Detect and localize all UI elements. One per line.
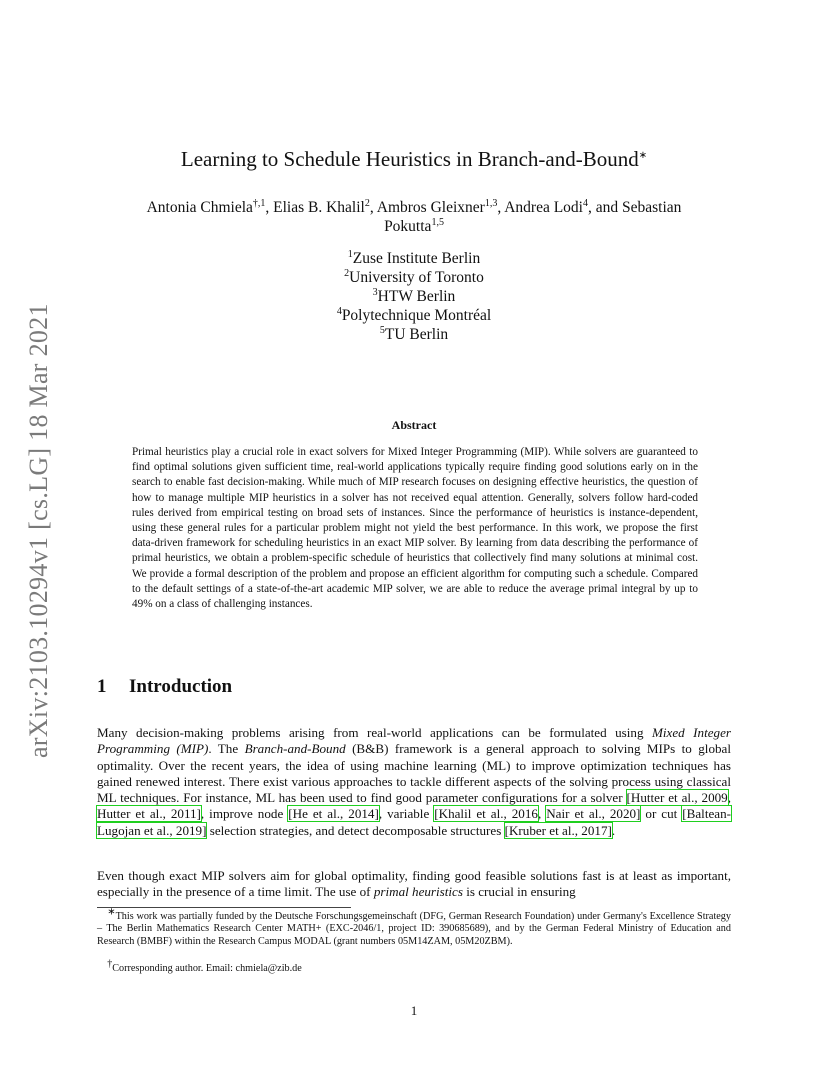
body-text: , variable: [378, 806, 435, 822]
author-name: Antonia Chmiela: [146, 199, 253, 216]
author-name: Ambros Gleixner: [376, 199, 485, 216]
section-number: 1: [97, 676, 107, 697]
footnote-text: This work was partially funded by the Deutsche Forschungsgemeinschaft (DFG, German Research Foundation) under Germany's Excellence Strategy – The Berlin Mathematics Research Center MATH+ (EXC-2046/1, project ID: 390685689), and by the German Federal Ministry of Education and Research (BMBF) within the Research Campus MODAL (grant numbers 05M14ZAM, 05M20ZBM).: [97, 911, 731, 947]
affiliation-mark: 4: [336, 305, 342, 317]
emphasis-text: primal heuristics: [373, 884, 463, 900]
abstract-heading: Abstract: [391, 418, 437, 432]
title-footnote-mark: ∗: [638, 150, 648, 161]
affiliation: [100, 306, 728, 325]
body-text: (B&B) framework is a general approach to solving MIPs to global optimality. Over the recent years, the idea of using machine learning (ML) to improve optimization techniques has gained renewed interest. There exist various approaches to tackle different aspects of the solving process using classical ML techniques. For instance, ML has been used to find good parameter configurations for a solver: [97, 741, 731, 806]
author-affiliation-mark: 4: [582, 197, 588, 209]
abstract-text: Primal heuristics play a crucial role in exact solvers for Mixed Integer Programming (MIP). While solvers are guaranteed to find optimal solutions given sufficient time, real-world applications typically require finding good solutions early on in the search to enable fast decision-making. While much of MIP research focuses on designing effective heuristics, the question of how to manage multiple MIP heuristics in a solver has not received equal attention. Generally, solvers follow hard-coded rules derived from empirical testing on broad sets of instances. Since the performance of heuristics is instance-dependent, using these general rules for a particular problem might not yield the best performance. In this work, we propose the first data-driven framework for scheduling heuristics in an exact MIP solver. By learning from data describing the performance of primal heuristics, we obtain a problem-specific schedule of heuristics that collectively find many solutions at minimal cost. We provide a formal description of the problem and propose an efficient algorithm for computing such a schedule. Compared to the default settings of a state-of-the-art academic MIP solver, we are able to reduce the average primal integral by up to 49% on a class of challenging instances.: [132, 446, 698, 611]
affiliation-name: Polytechnique Montréal: [341, 307, 492, 324]
affiliation-name: TU Berlin: [384, 326, 449, 343]
affiliation: [100, 287, 728, 306]
emphasis-text: Branch-and-Bound: [244, 741, 346, 757]
body-text: ,: [537, 806, 547, 822]
citation-link[interactable]: [Hutter et al., 2009: [626, 790, 728, 806]
body-text: is crucial in ensuring: [462, 884, 576, 900]
intro-paragraph-2: [97, 868, 731, 901]
author-name: Elias B. Khalil: [273, 199, 365, 216]
body-text: selection strategies, and detect decomposable structures: [206, 822, 505, 838]
body-text: .: [611, 822, 616, 838]
affiliation-name: HTW Berlin: [377, 288, 456, 305]
author-affiliation-mark: 1,5: [431, 216, 444, 228]
citation-link[interactable]: Nair et al., 2020]: [546, 806, 641, 822]
affiliation-name: University of Toronto: [349, 269, 484, 286]
citation-link[interactable]: [Kruber et al., 2017]: [504, 822, 612, 838]
affiliation-mark: 3: [372, 286, 378, 298]
affiliation-list: [100, 249, 728, 344]
body-text: ,: [727, 790, 732, 806]
body-text: or cut: [640, 806, 683, 822]
paper-title: [110, 147, 718, 172]
author-list: [100, 198, 728, 236]
affiliation-name: Zuse Institute Berlin: [352, 250, 481, 267]
author-line-1: Antonia Chmiela$^{\dagger,1}$, Elias B. Khalil$^2$, Ambros Gleixner$^{1,3}$, Andrea Lodi$^4$, and Sebastian: [146, 197, 682, 216]
intro-paragraph-1: [97, 725, 731, 839]
author-affiliation-mark: 2: [364, 197, 370, 209]
body-text: Even though exact MIP solvers aim for global optimality, finding good feasible solutions fast is at least as important, especially in the presence of a time limit. The use of: [97, 868, 731, 900]
citation-link[interactable]: [Khalil et al., 2016: [434, 806, 538, 822]
emphasis-text: Mixed Integer Programming (MIP): [97, 725, 731, 757]
author-name: Pokutta: [384, 218, 432, 235]
body-text: . The: [208, 741, 245, 757]
author-name: Andrea Lodi: [504, 199, 583, 216]
arxiv-identifier: arXiv:2103.10294v1 [cs.LG] 18 Mar 2021: [24, 303, 53, 758]
section-title: Introduction: [129, 676, 233, 697]
footnote: [97, 906, 731, 948]
body-text: , improve node: [200, 806, 289, 822]
citation-link[interactable]: [Baltean-Lugojan et al., 2019]: [97, 806, 731, 838]
affiliation: [100, 325, 728, 344]
affiliation-mark: 5: [379, 324, 385, 336]
author-line-2: [100, 217, 728, 236]
footnote-mark: ∗: [107, 906, 116, 918]
affiliation: [100, 268, 728, 287]
author-affiliation-mark: 1,3: [484, 197, 498, 209]
author-name: and Sebastian: [595, 199, 682, 216]
affiliation-mark: 1: [347, 248, 353, 260]
footnote-rule: [97, 907, 351, 908]
affiliation-mark: 2: [344, 267, 350, 279]
affiliation: [100, 249, 728, 268]
page-number: 1: [410, 1003, 418, 1018]
title-text: Learning to Schedule Heuristics in Branch-and-Bound: [180, 147, 639, 171]
footnote-mark: †: [107, 958, 113, 970]
citation-link[interactable]: Hutter et al., 2011]: [97, 806, 201, 822]
footnote-text: Corresponding author. Email: chmiela@zib.de: [112, 963, 302, 974]
author-affiliation-mark: †,1: [252, 197, 266, 209]
citation-link[interactable]: [He et al., 2014]: [288, 806, 379, 822]
section-heading: [97, 676, 232, 698]
body-text: Many decision-making problems arising from real-world applications can be formulated using: [97, 725, 652, 740]
footnote: [97, 958, 731, 975]
